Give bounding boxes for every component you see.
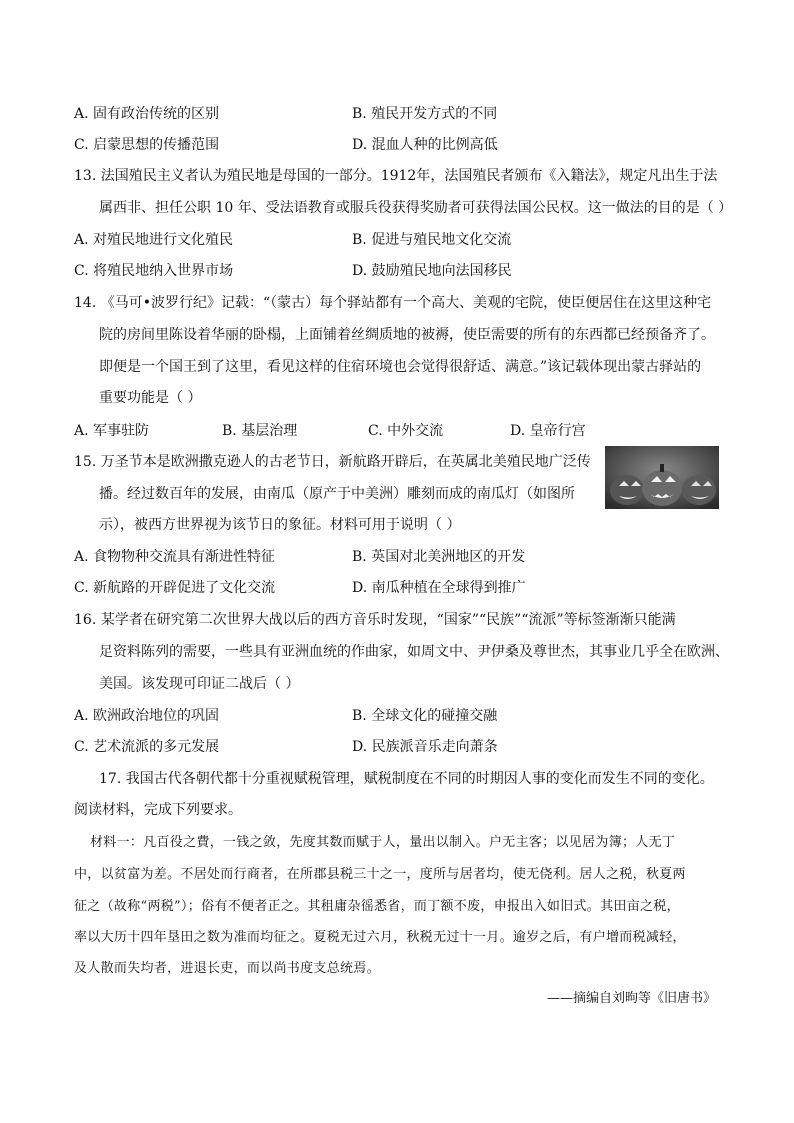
- q15-stem-line1: 15. 万圣节本是欧洲撒克逊人的古老节日，新航路开辟后，在英属北美殖民地广泛传: [74, 454, 591, 470]
- q15-option-d: D. 南瓜种植在全球得到推广: [352, 580, 526, 596]
- q12-option-a: A. 固有政治传统的区别: [74, 106, 220, 122]
- q16-stem-line2: 足资料陈列的需要，一些具有亚洲血统的作曲家，如周文中、尹伊桑及尊世杰，其事业几乎全在欧洲、: [99, 644, 729, 660]
- q14-option-c: C. 中外交流: [368, 423, 444, 439]
- q14-option-b: B. 基层治理: [222, 423, 298, 439]
- q14-stem-line4: 重要功能是（ ）: [99, 390, 202, 406]
- q17-source-citation: ——摘编自刘昫等《旧唐书》: [546, 991, 716, 1006]
- q12-option-c: C. 启蒙思想的传播范围: [74, 137, 220, 153]
- q17-material-line1: 材料一：凡百役之費，一钱之敛，先度其数而赋于人，量出以制入。户无主客；以见居为簿；人无丁: [90, 835, 676, 850]
- q13-option-d: D. 鼓励殖民地向法国移民: [352, 263, 512, 279]
- q17-stem-line1: 17. 我国古代各朝代都十分重视赋税管理，赋税制度在不同的时期因人事的变化而发生不同的变化。: [99, 771, 714, 787]
- q14-option-a: A. 军事驻防: [74, 423, 150, 439]
- q13-option-c: C. 将殖民地纳入世界市场: [74, 263, 234, 279]
- q14-stem-line2: 院的房间里陈设着华丽的卧榻，上面铺着丝绸质地的被褥，使臣需要的所有的东西都已经预备齐了。: [99, 327, 715, 343]
- q16-option-c: C. 艺术流派的多元发展: [74, 739, 220, 755]
- q15-option-b: B. 英国对北美洲地区的开发: [352, 549, 526, 565]
- jack-o-lantern-photo: [605, 446, 719, 509]
- q13-option-a: A. 对殖民地进行文化殖民: [74, 232, 234, 248]
- q13-option-b: B. 促进与殖民地文化交流: [352, 232, 512, 248]
- q15-stem-line3: 示），被西方世界视为该节日的象征。材料可用于说明（ ）: [99, 517, 461, 533]
- q12-option-b: B. 殖民开发方式的不同: [352, 106, 498, 122]
- q12-option-d: D. 混血人种的比例高低: [352, 137, 498, 153]
- q17-material-line5: 及人散而失均者，进退长吏，而以尚书度支总统焉。: [74, 961, 380, 976]
- pumpkin-lanterns-image: [605, 446, 719, 509]
- q17-material-line3: 征之（故称“两税”）；俗有不便者正之。其租庸杂徭悉省，而丁额不废，申报出入如旧式。其田亩之税，: [74, 899, 680, 914]
- q14-stem-line1: 14. 《马可•波罗行纪》记载：“（蒙古）每个驿站都有一个高大、美观的宅院，使臣便居住在这里这种宅: [74, 295, 712, 311]
- q13-stem-line2: 属西非、担任公职 10 年、受法语教育或服兵役获得奖励者可获得法国公民权。这一做法的目的是（ ）: [99, 200, 733, 216]
- q16-stem-line3: 美国。该发现可印证二战后（ ）: [99, 676, 300, 692]
- q13-stem-line1: 13. 法国殖民主义者认为殖民地是母国的一部分。1912年，法国殖民者颁布《入籍法》，规定凡出生于法: [74, 168, 718, 184]
- q15-option-c: C. 新航路的开辟促进了文化交流: [74, 580, 276, 596]
- q15-option-a: A. 食物物种交流具有渐进性特征: [74, 549, 276, 565]
- q16-option-a: A. 欧洲政治地位的巩固: [74, 708, 220, 724]
- q17-stem-line2: 阅读材料，完成下列要求。: [74, 802, 242, 818]
- q17-material-line4: 率以大历十四年垦田之数为准而均征之。夏税无过六月，秋税无过十一月。逾岁之后，有户增而税减轻，: [74, 930, 686, 945]
- q16-option-b: B. 全球文化的碰撞交融: [352, 708, 498, 724]
- q14-stem-line3: 即便是一个国王到了这里，看见这样的住宿环境也会觉得很舒适、满意。”该记载体现出蒙古驿站的: [99, 359, 702, 375]
- q14-option-d: D. 皇帝行宫: [510, 423, 586, 439]
- q15-stem-line2: 播。经过数百年的发展，由南瓜（原产于中美洲）雕刻而成的南瓜灯（如图所: [99, 486, 575, 502]
- q16-stem-line1: 16. 某学者在研究第二次世界大战以后的西方音乐时发现，“国家”“民族”“流派”等标签渐渐只能满: [74, 612, 676, 628]
- q16-option-d: D. 民族派音乐走向萧条: [352, 739, 498, 755]
- q17-material-line2: 中，以贫富为差。不居处而行商者，在所郡县税三十之一，度所与居者均，使无侥利。居人之税，秋夏两: [74, 867, 686, 882]
